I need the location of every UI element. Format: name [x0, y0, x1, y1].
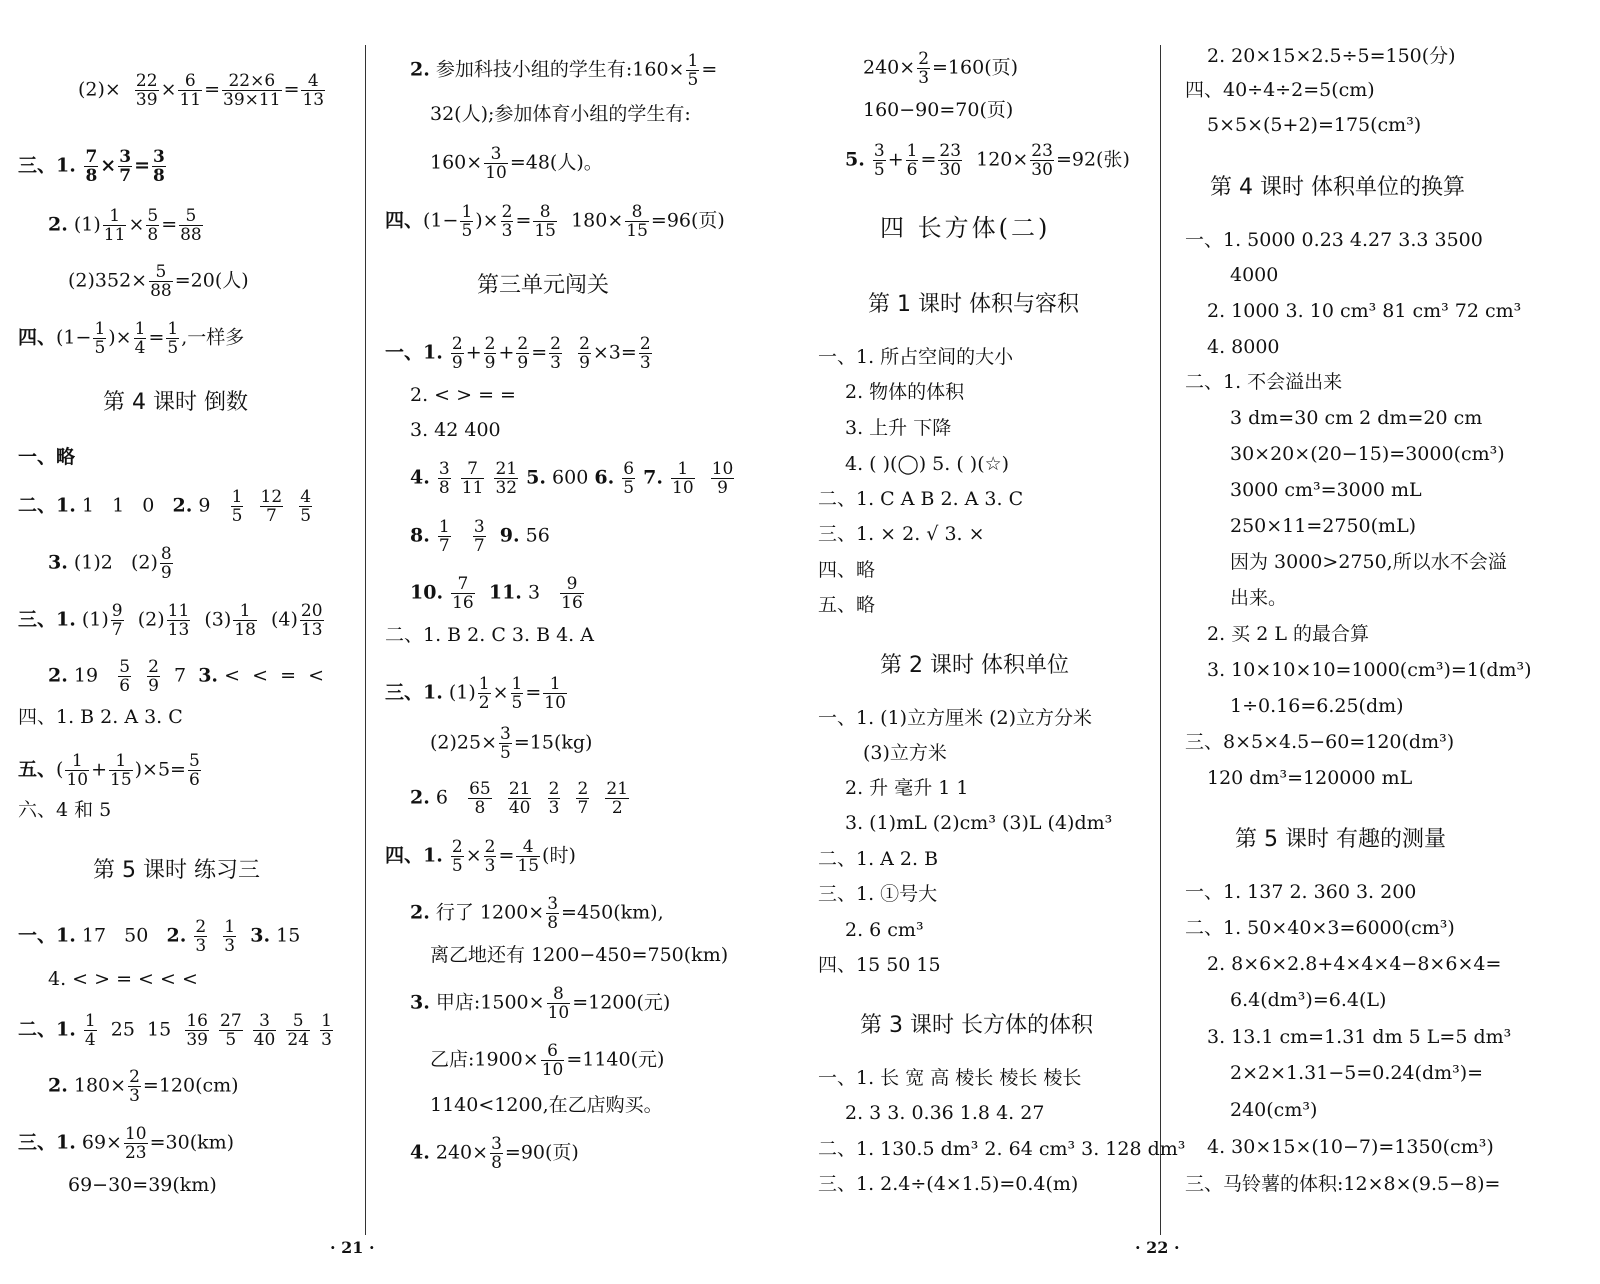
c1-line-4: (2)352× $\frac{5}{88}$ =20(人) — [68, 262, 249, 301]
c2-line-6: 2. < > = = — [410, 384, 516, 406]
c1-line-8: 3. (1)2 (2) $\frac{8}{9}$ — [48, 544, 172, 583]
c2-line-18: 3. 甲店:1500× $\frac{8}{10}$ =1200(元) — [410, 984, 671, 1023]
c3-line-12: 一、1. (1)立方厘米 (2)立方分米 — [818, 707, 1093, 729]
c1-line-3: 2. (1) $\frac{1}{11}$ × $\frac{5}{8}$ = $\frac{5}{88}$ — [48, 206, 202, 245]
c3-line-9: 三、1. × 2. √ 3. × — [818, 523, 985, 545]
c4-line-15: 2. 买 2 L 的最合算 — [1207, 623, 1369, 645]
c1-line-18: 三、1. 69× $\frac{10}{23}$ =30(km) — [18, 1124, 235, 1163]
c2-line-1: 2. 参加科技小组的学生有:160× $\frac{1}{5}$ = — [410, 51, 718, 90]
c3-line-3: 5. $\frac{3}{5}$ + $\frac{1}{6}$ = $\frac{23}{30}$ 120× $\frac{23}{30}$ =92(张) — [845, 141, 1130, 180]
c2-line-12: 三、1. (1) $\frac{1}{2}$ × $\frac{1}{5}$ = $\frac{1}{10}$ — [385, 674, 566, 713]
c3-line-2: 160−90=70(页) — [863, 99, 1014, 121]
c1-line-12: 五、( $\frac{1}{10}$ + $\frac{1}{15}$ )×5= $\frac{5}{6}$ — [18, 751, 200, 790]
c3-heading-1: 第 1 课时 体积与容积 — [868, 292, 1079, 317]
c1-line-11: 四、1. B 2. A 3. C — [18, 706, 183, 728]
c3-heading-3: 第 3 课时 长方体的体积 — [860, 1013, 1093, 1038]
c2-line-16: 2. 行了 1200× $\frac{3}{8}$ =450(km), — [410, 894, 664, 933]
c2-line-13: (2)25× $\frac{3}{5}$ =15(kg) — [430, 724, 593, 763]
c3-line-6: 3. 上升 下降 — [845, 417, 952, 439]
c4-line-17: 1÷0.16=6.25(dm) — [1230, 695, 1404, 717]
c3-line-11: 五、略 — [818, 594, 876, 616]
c4-line-3: 5×5×(5+2)=175(cm³) — [1207, 114, 1422, 136]
c4-line-11: 3000 cm³=3000 mL — [1230, 479, 1422, 501]
c3-line-19: 四、15 50 15 — [818, 954, 941, 976]
c1-heading-2: 第 5 课时 练习三 — [93, 858, 260, 883]
c1-line-6: 一、略 — [18, 446, 76, 468]
c4-line-20: 一、1. 137 2. 360 3. 200 — [1185, 881, 1417, 903]
c2-line-15: 四、1. $\frac{2}{5}$ × $\frac{2}{3}$ = $\frac{4}{15}$ (时) — [385, 837, 576, 876]
c2-line-19: 乙店:1900× $\frac{6}{10}$ =1140(元) — [430, 1041, 665, 1080]
c2-line-7: 3. 42 400 — [410, 419, 501, 441]
c4-line-2: 四、40÷4÷2=5(cm) — [1185, 79, 1375, 101]
c4-line-14: 出来。 — [1230, 587, 1288, 609]
c1-line-5: 四、(1− $\frac{1}{5}$ )× $\frac{1}{4}$ = $\frac{1}{5}$ ,一样多 — [18, 319, 245, 358]
c2-line-21: 4. 240× $\frac{3}{8}$ =90(页) — [410, 1134, 579, 1173]
c1-line-10: 2. 19 $\frac{5}{6}$ $\frac{2}{9}$ 7 3. < < = < — [48, 657, 324, 696]
c3-line-21: 2. 3 3. 0.36 1.8 4. 27 — [845, 1102, 1045, 1124]
c4-line-4: 一、1. 5000 0.23 4.27 3.3 3500 — [1185, 229, 1483, 251]
c4-line-24: 3. 13.1 cm=1.31 dm 5 L=5 dm³ — [1207, 1026, 1512, 1048]
c2-line-8: 4. $\frac{3}{8}$ $\frac{7}{11}$ $\frac{21}{32}$ 5. 600 6. $\frac{6}{5}$ 7. $\frac{1}{10}$ $\frac{10}{9}$ — [410, 459, 734, 498]
c4-line-26: 240(cm³) — [1230, 1099, 1318, 1121]
c1-line-15: 4. < > = < < < — [48, 968, 198, 990]
c4-line-23: 6.4(dm³)=6.4(L) — [1230, 989, 1387, 1011]
c4-line-18: 三、8×5×4.5−60=120(dm³) — [1185, 731, 1455, 753]
c2-line-5: 一、1. $\frac{2}{9}$ + $\frac{2}{9}$ + $\frac{2}{9}$ = $\frac{2}{3}$ $\frac{2}{9}$ ×3= $\frac{2}{3}$ — [385, 334, 651, 373]
c3-line-13: (3)立方米 — [863, 742, 947, 764]
c4-line-22: 2. 8×6×2.8+4×4×4−8×6×4= — [1207, 953, 1502, 975]
c3-line-18: 2. 6 cm³ — [845, 919, 924, 941]
c4-line-28: 三、马铃薯的体积:12×8×(9.5−8)= — [1185, 1173, 1501, 1195]
c2-line-20: 1140<1200,在乙店购买。 — [430, 1094, 663, 1116]
c3-line-7: 4. ( )(◯) 5. ( )(☆) — [845, 453, 1010, 475]
unit-title: 四 长方体(二) — [880, 214, 1051, 242]
c4-line-7: 4. 8000 — [1207, 336, 1280, 358]
page-number-left: · 21 · — [330, 1238, 375, 1257]
c4-heading-1: 第 4 课时 体积单位的换算 — [1210, 175, 1465, 200]
c4-line-1: 2. 20×15×2.5÷5=150(分) — [1207, 45, 1456, 67]
c3-line-5: 2. 物体的体积 — [845, 381, 965, 403]
c2-line-9: 8. $\frac{1}{7}$ $\frac{3}{7}$ 9. 56 — [410, 517, 550, 556]
c3-line-8: 二、1. C A B 2. A 3. C — [818, 488, 1024, 510]
c4-line-10: 30×20×(20−15)=3000(cm³) — [1230, 443, 1505, 465]
c4-line-9: 3 dm=30 cm 2 dm=20 cm — [1230, 407, 1483, 429]
c2-line-3: 160× $\frac{3}{10}$ =48(人)。 — [430, 144, 603, 183]
c1-line-9: 三、1. (1) $\frac{9}{7}$ (2) $\frac{11}{13}$ (3) $\frac{1}{18}$ (4) $\frac{20}{13}$ — [18, 601, 323, 640]
c4-line-12: 250×11=2750(mL) — [1230, 515, 1417, 537]
c4-heading-2: 第 5 课时 有趣的测量 — [1235, 827, 1446, 852]
column-divider-2 — [1160, 45, 1161, 1235]
c3-line-4: 一、1. 所占空间的大小 — [818, 346, 1014, 368]
c1-heading-1: 第 4 课时 倒数 — [103, 390, 248, 415]
c4-line-6: 2. 1000 3. 10 cm³ 81 cm³ 72 cm³ — [1207, 300, 1522, 322]
c3-line-10: 四、略 — [818, 559, 876, 581]
c2-line-2: 32(人);参加体育小组的学生有: — [430, 103, 691, 125]
c1-line-16: 二、1. $\frac{1}{4}$ 25 15 $\frac{16}{39}$ $\frac{27}{5}$ $\frac{3}{40}$ $\frac{5}{24}$ $\frac{1}{3}$ — [18, 1011, 332, 1050]
c3-line-16: 二、1. A 2. B — [818, 848, 939, 870]
c1-line-17: 2. 180× $\frac{2}{3}$ =120(cm) — [48, 1067, 239, 1106]
c3-line-1: 240× $\frac{2}{3}$ =160(页) — [863, 49, 1019, 88]
c1-line-14: 一、1. 17 50 2. $\frac{2}{3}$ $\frac{1}{3}$ 3. 15 — [18, 917, 301, 956]
column-divider-1 — [365, 45, 366, 1235]
c1-line-19: 69−30=39(km) — [68, 1174, 217, 1196]
c3-line-17: 三、1. ①号大 — [818, 883, 938, 905]
c4-line-5: 4000 — [1230, 264, 1279, 286]
c2-line-14: 2. 6 $\frac{65}{8}$ $\frac{21}{40}$ $\frac{2}{3}$ $\frac{2}{7}$ $\frac{21}{2}$ — [410, 779, 629, 818]
c3-line-20: 一、1. 长 宽 高 棱长 棱长 棱长 — [818, 1067, 1082, 1089]
c2-line-4: 四、(1− $\frac{1}{5}$ )× $\frac{2}{3}$ = $\frac{8}{15}$ 180× $\frac{8}{15}$ =96(页) — [385, 202, 725, 241]
c1-line-7: 二、1. 1 1 0 2. 9 $\frac{1}{5}$ $\frac{12}{7}$ $\frac{4}{5}$ — [18, 487, 312, 526]
c1-line-13: 六、4 和 5 — [18, 799, 112, 821]
c1-line-1: (2)× $\frac{22}{39}$ × $\frac{6}{11}$ = $\frac{22\times 6}{39\times 11}$ = $\frac{4}{13}$ — [78, 71, 325, 110]
c4-line-25: 2×2×1.31−5=0.24(dm³)= — [1230, 1062, 1484, 1084]
c2-line-11: 二、1. B 2. C 3. B 4. A — [385, 624, 594, 646]
c4-line-21: 二、1. 50×40×3=6000(cm³) — [1185, 917, 1455, 939]
c2-line-10: 10. $\frac{7}{16}$ 11. 3 $\frac{9}{16}$ — [410, 574, 583, 613]
c4-line-16: 3. 10×10×10=1000(cm³)=1(dm³) — [1207, 659, 1532, 681]
c3-line-15: 3. (1)mL (2)cm³ (3)L (4)dm³ — [845, 812, 1113, 834]
c2-line-17: 离乙地还有 1200−450=750(km) — [430, 944, 729, 966]
c3-heading-2: 第 2 课时 体积单位 — [880, 653, 1069, 678]
c3-line-14: 2. 升 毫升 1 1 — [845, 777, 969, 799]
c2-heading-1: 第三单元闯关 — [477, 273, 610, 298]
c3-line-22: 二、1. 130.5 dm³ 2. 64 cm³ 3. 128 dm³ — [818, 1138, 1186, 1160]
c4-line-19: 120 dm³=120000 mL — [1207, 767, 1413, 789]
c4-line-13: 因为 3000>2750,所以水不会溢 — [1230, 551, 1507, 573]
c1-line-2: 三、1. $\frac{7}{8}$ × $\frac{3}{7}$ = $\frac{3}{8}$ — [18, 147, 165, 186]
c3-line-23: 三、1. 2.4÷(4×1.5)=0.4(m) — [818, 1173, 1079, 1195]
c4-line-8: 二、1. 不会溢出来 — [1185, 371, 1343, 393]
page-number-right: · 22 · — [1135, 1238, 1180, 1257]
c4-line-27: 4. 30×15×(10−7)=1350(cm³) — [1207, 1136, 1494, 1158]
